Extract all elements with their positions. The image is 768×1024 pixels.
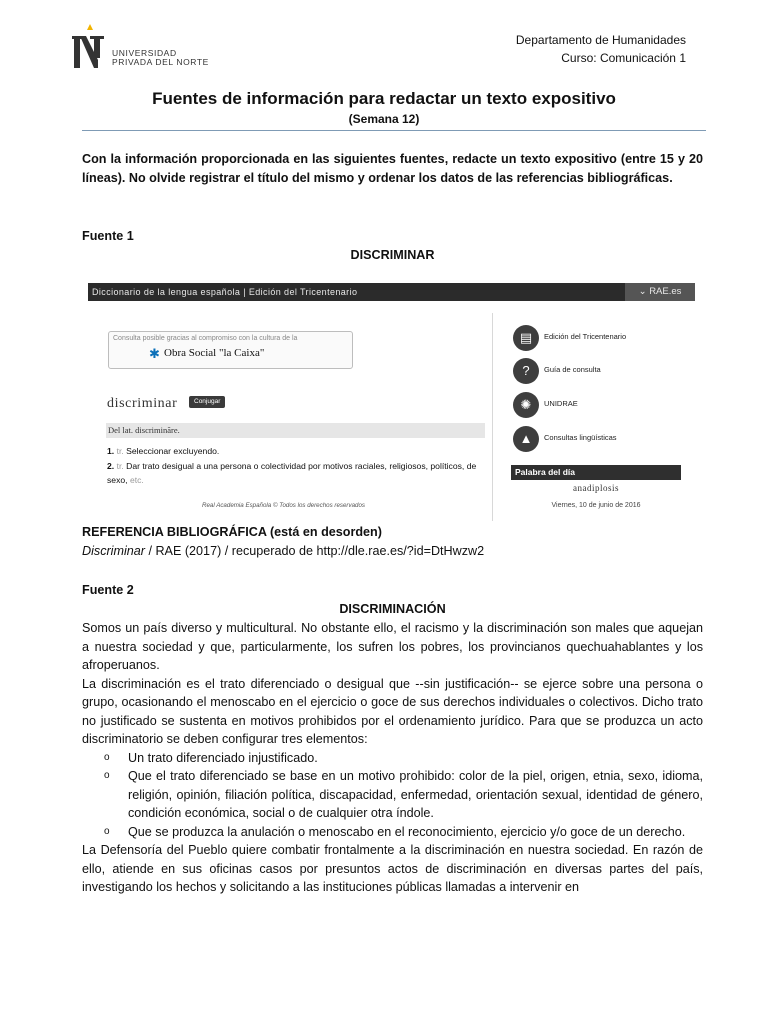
question-icon: ? xyxy=(513,358,539,384)
reference-details: / RAE (2017) / recuperado de http://dle.rae.es/?id=DtHwzw2 xyxy=(144,544,485,558)
definition-1-tag: tr. xyxy=(116,446,124,456)
list-item xyxy=(82,767,703,823)
word-of-day-heading: Palabra del día xyxy=(511,465,681,480)
rae-bar-title: Diccionario de la lengua española | Edición del Tricentenario xyxy=(92,287,358,297)
sidebar-item-label: Edición del Tricentenario xyxy=(544,332,627,341)
fuente2-label: Fuente 2 xyxy=(82,583,134,597)
sidebar-item-label: UNIDRAE xyxy=(544,399,578,408)
upn-n-icon xyxy=(72,24,106,70)
sidebar-item-label: Guía de consulta xyxy=(544,365,601,374)
department-name: Departamento de Humanidades xyxy=(515,33,686,47)
instructions: Con la información proporcionada en las siguientes fuentes, redacte un texto expositivo (entre 15 y 20 líneas). No olvide registrar el título del mismo y ordenar los datos de las referencias bibliográficas. xyxy=(82,152,703,185)
bullet-icon: o xyxy=(104,770,110,781)
etymology: Del lat. discriminãre. xyxy=(106,423,485,438)
definition-1 xyxy=(107,444,487,459)
course-name: Curso: Comunicación 1 xyxy=(561,51,686,65)
rae-top-bar xyxy=(88,283,695,301)
fuente2-heading: DISCRIMINACIÓN xyxy=(339,602,446,616)
list-item xyxy=(82,823,703,842)
rae-copyright: Real Academia Española © Todos los derechos reservados xyxy=(202,502,366,509)
fuente2-paragraph-3: La Defensoría del Pueblo quiere combatir frontalmente a la discriminación en nuestra sociedad. En razón de ello, atiende en sus oficinas casos por presuntos actos de discriminación en diversas partes del país, investigando los hechos y solicitando a las instituciones públicas llamadas a intervenir en xyxy=(82,843,703,894)
document-title: Fuentes de información para redactar un texto expositivo xyxy=(152,89,616,108)
sponsor-text: Consulta posible gracias al compromiso con la cultura de la xyxy=(113,335,298,342)
word-of-day[interactable]: anadiplosis xyxy=(573,483,619,493)
fuente2-paragraph-1: Somos un país diverso y multicultural. No obstante ello, el racismo y la discriminación son males que aquejan a nuestra sociedad y que, particularmente, los sufren los pobres, los provincianos quechuahablantes y los afroperuanos. xyxy=(82,621,703,672)
reference-title: Discriminar xyxy=(82,544,145,558)
definitions xyxy=(107,444,487,488)
definition-1-number: 1. xyxy=(107,446,115,456)
word-of-day-date: Viernes, 10 de junio de 2016 xyxy=(551,502,641,509)
conjugar-button[interactable]: Conjugar xyxy=(189,396,225,408)
fuente1-label: Fuente 1 xyxy=(82,229,134,243)
bullet-icon: o xyxy=(104,825,110,837)
elements-list xyxy=(82,749,703,842)
lightbulb-icon: ✺ xyxy=(513,392,539,418)
fuente2-paragraph-2: La discriminación es el trato diferenciado o desigual que --sin justificación-- se ejerce sobre una persona o grupo, ocasionando el menoscabo en el ejercicio o goce de sus derechos individuales o colectivos. Dicho trato no justificado se sustenta en motivos prohibidos por el ordenamiento jurídico. Para que se produzca un acto discriminatorio se deben configurar tres elementos: xyxy=(82,676,703,746)
fuente1-heading: DISCRIMINAR xyxy=(350,248,435,262)
reference-heading: REFERENCIA BIBLIOGRÁFICA (está en desorden) xyxy=(82,525,382,539)
book-icon: ▤ xyxy=(513,325,539,351)
list-item-text: Un trato diferenciado injustificado. xyxy=(128,750,318,765)
sponsor-brand: Obra Social "la Caixa" xyxy=(164,347,265,359)
definition-2 xyxy=(107,459,487,488)
rae-site-link[interactable]: ⌄ RAE.es xyxy=(625,283,695,301)
list-item xyxy=(82,749,703,768)
university-logo xyxy=(72,18,242,70)
definition-2-text: Dar trato desigual a una persona o colectividad por motivos raciales, religiosos, políticos, de sexo, xyxy=(107,460,477,485)
sidebar-item-label: Consultas lingüísticas xyxy=(544,433,617,442)
rae-screenshot xyxy=(88,283,695,521)
title-divider xyxy=(82,130,706,131)
definition-2-etc: etc. xyxy=(129,475,144,485)
university-name-line1: UNIVERSIDAD xyxy=(112,48,177,58)
rae-column-divider xyxy=(492,313,493,521)
fuente2-body xyxy=(82,619,703,897)
definition-1-text: Seleccionar excluyendo. xyxy=(126,446,220,456)
list-item-text: Que el trato diferenciado se base en un motivo prohibido: color de la piel, origen, etnia, sexo, idioma, religión, opinión, filiación política, discapacidad, enfermedad, orientación sexual, identidad de género, condición económica, social o de cualquier otra índole. xyxy=(128,769,703,820)
caixa-star-icon: ✱ xyxy=(149,346,160,361)
department-info xyxy=(516,31,686,67)
university-name-line2: PRIVADA DEL NORTE xyxy=(112,57,209,67)
list-item-text: Que se produzca la anulación o menoscabo en el reconocimiento, ejercicio y/o goce de un derecho. xyxy=(128,824,686,839)
graduation-cap-icon: ▲ xyxy=(513,426,539,452)
university-name xyxy=(112,49,209,67)
document-subtitle: (Semana 12) xyxy=(348,112,420,126)
definition-2-tag: tr. xyxy=(116,460,124,471)
definition-2-number: 2. xyxy=(107,460,115,471)
sponsor-box xyxy=(108,331,353,369)
dictionary-word: discriminar xyxy=(107,396,178,411)
reference-text xyxy=(82,542,703,561)
bullet-icon: o xyxy=(104,751,110,763)
